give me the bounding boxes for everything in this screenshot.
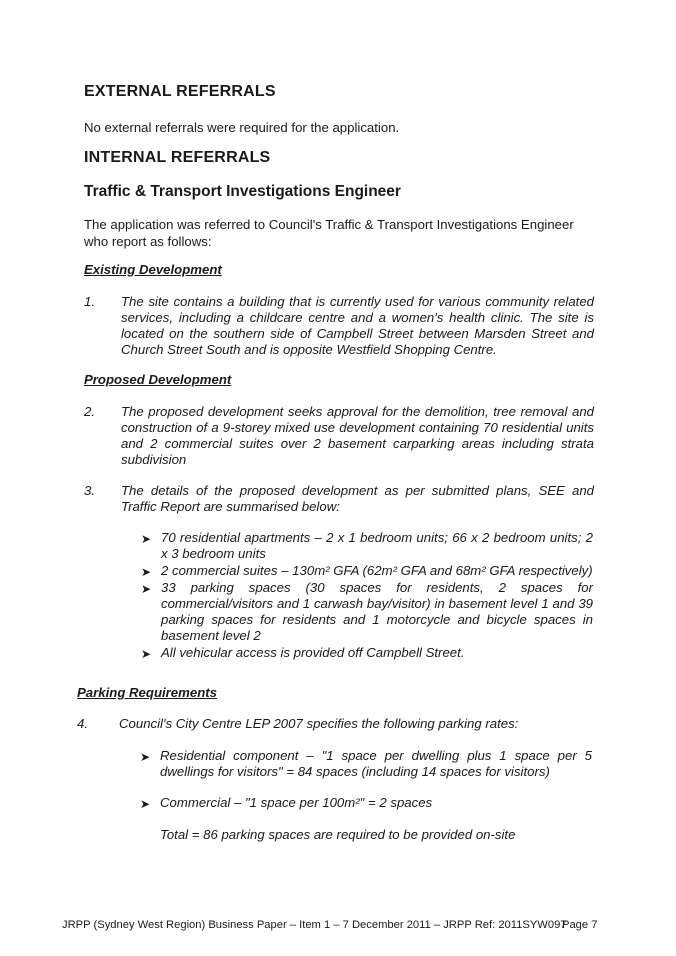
list-item	[140, 748, 592, 780]
proposed-item-text: The details of the proposed development as per submitted plans, SEE and Traffic Report are summarised below:	[121, 483, 594, 514]
list-item-text: All vehicular access is provided off Campbell Street.	[161, 645, 465, 660]
internal-referrals-heading: INTERNAL REFERRALS	[84, 149, 271, 166]
arrow-bullet-icon: ➤	[141, 647, 152, 661]
list-item-text: 33 parking spaces (30 spaces for residents, 2 spaces for commercial/visitors and 1 carwash bay/visitor) in basement level 1 and 39 parking spaces for residents and 1 motorcycle and bicycle spaces in basement level 2	[161, 580, 593, 643]
list-item	[141, 580, 593, 644]
existing-development-heading: Existing Development	[84, 262, 222, 277]
item-number: 3.	[84, 483, 95, 498]
engineer-subheading: Traffic & Transport Investigations Engineer	[84, 183, 401, 200]
list-item-text: Residential component – "1 space per dwelling plus 1 space per 5 dwellings for visitors" = 84 spaces (including 14 spaces for visitors)	[160, 748, 592, 779]
external-referrals-text: No external referrals were required for the application.	[84, 120, 400, 135]
footer-reference: JRPP (Sydney West Region) Business Paper – Item 1 – 7 December 2011 – JRPP Ref: 2011SYW097	[62, 919, 567, 931]
list-item	[141, 645, 593, 661]
referral-intro: The application was referred to Council's Traffic & Transport Investigations Engineer who report as follows:	[84, 217, 574, 249]
list-item	[140, 795, 592, 811]
proposed-item-text: The proposed development seeks approval for the demolition, tree removal and construction of a 9-storey mixed use development containing 70 residential units and 2 commercial suites over 2 basement carparking areas including strata subdivision	[121, 404, 594, 467]
arrow-bullet-icon: ➤	[141, 582, 152, 596]
arrow-bullet-icon: ➤	[140, 797, 151, 811]
external-referrals-heading: EXTERNAL REFERRALS	[84, 83, 276, 100]
proposal-summary-list	[141, 530, 593, 661]
item-number: 1.	[84, 294, 95, 309]
item-number: 4.	[77, 716, 88, 731]
list-item-text: 2 commercial suites – 130m² GFA (62m² GFA and 68m² GFA respectively)	[161, 563, 593, 578]
item-number: 2.	[84, 404, 95, 419]
list-item-text: Commercial – "1 space per 100m²" = 2 spaces	[160, 795, 433, 810]
parking-requirements-heading: Parking Requirements	[77, 685, 217, 700]
page-number: Page 7	[562, 919, 598, 931]
arrow-bullet-icon: ➤	[140, 750, 151, 764]
list-item	[141, 563, 593, 579]
parking-item-text: Council's City Centre LEP 2007 specifies the following parking rates:	[119, 716, 519, 731]
list-item	[141, 530, 593, 562]
arrow-bullet-icon: ➤	[141, 565, 152, 579]
parking-rates-list	[140, 748, 592, 811]
parking-total: Total = 86 parking spaces are required to be provided on-site	[160, 827, 516, 842]
proposed-development-heading: Proposed Development	[84, 372, 232, 387]
existing-item-text: The site contains a building that is currently used for various community related services, including a childcare centre and a women's health clinic. The site is located on the southern side of Campbell Street between Marsden Street and Church Street South and is opposite Westfield Shopping Centre.	[121, 294, 594, 357]
list-item-text: 70 residential apartments – 2 x 1 bedroom units; 66 x 2 bedroom units; 2 x 3 bedroom units	[161, 530, 593, 561]
arrow-bullet-icon: ➤	[141, 532, 152, 546]
